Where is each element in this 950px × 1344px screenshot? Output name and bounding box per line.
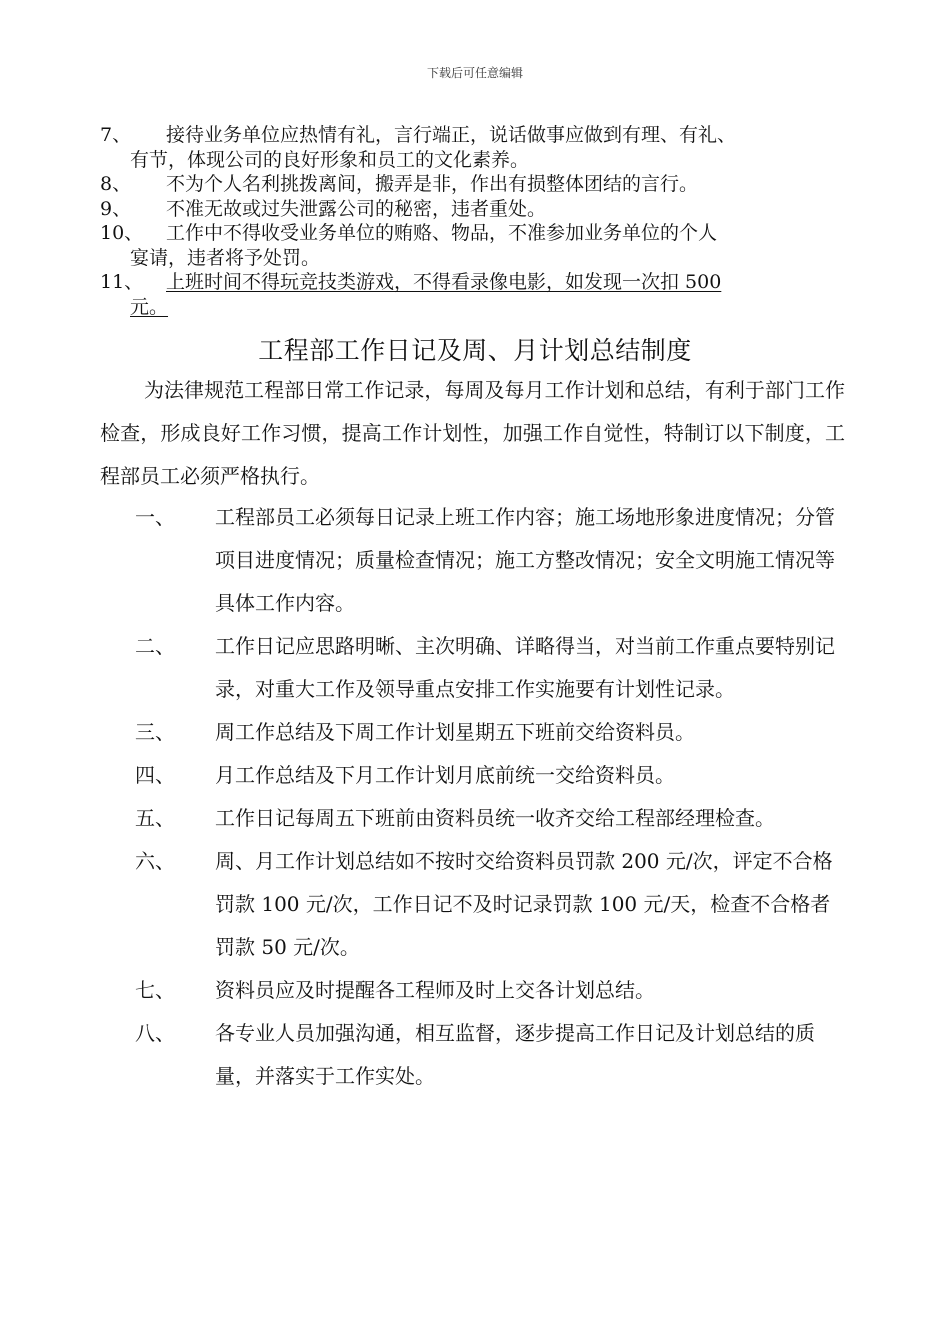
rule-item	[135, 1012, 835, 1098]
item-text-continued: 元。	[130, 295, 169, 318]
rule-text: 工作日记每周五下班前由资料员统一收齐交给工程部经理检查。	[215, 806, 775, 830]
rule-number: 三、	[135, 720, 175, 744]
item-number: 7、	[100, 124, 132, 146]
item-text: 不为个人名利挑拨离间，搬弄是非，作出有损整体团结的言行。	[166, 173, 699, 195]
rule-text: 工程部员工必须每日记录上班工作内容；施工场地形象进度情况；分管项目进度情况；质量检查情况；施工方整改情况；安全文明施工情况等具体工作内容。	[215, 505, 835, 615]
list-item	[100, 221, 845, 270]
item-text: 工作中不得收受业务单位的贿赂、物品，不准参加业务单位的个人	[166, 222, 718, 244]
rule-number: 五、	[135, 806, 175, 830]
rule-number: 二、	[135, 634, 175, 658]
rule-text: 周工作总结及下周工作计划星期五下班前交给资料员。	[215, 720, 695, 744]
rule-number: 六、	[135, 849, 175, 873]
rule-number: 一、	[135, 505, 175, 529]
list-item	[100, 270, 845, 319]
list-item	[100, 197, 845, 222]
intro-paragraph: 为法律规范工程部日常工作记录，每周及每月工作计划和总结，有利于部门工作检查，形成良好工作习惯，提高工作计划性，加强工作自觉性，特制订以下制度，工程部员工必须严格执行。	[100, 378, 845, 488]
item-number: 11、	[100, 271, 144, 293]
rule-text: 周、月工作计划总结如不按时交给资料员罚款 200 元/次，评定不合格罚款 100 元/次，工作日记不及时记录罚款 100 元/天，检查不合格者罚款 50 元/次。	[215, 849, 833, 959]
list-item	[100, 172, 845, 197]
rule-item	[135, 711, 835, 754]
rule-number: 四、	[135, 763, 175, 787]
rule-text: 资料员应及时提醒各工程师及时上交各计划总结。	[215, 978, 655, 1002]
rule-number: 七、	[135, 978, 175, 1002]
top-rule-list	[100, 123, 845, 319]
item-text-continued: 有节，体现公司的良好形象和员工的文化素养。	[130, 148, 530, 171]
item-text: 不准无故或过失泄露公司的秘密，违者重处。	[166, 197, 547, 220]
rule-text: 工作日记应思路明晰、主次明确、详略得当，对当前工作重点要特别记录，对重大工作及领导重点安排工作实施要有计划性记录。	[215, 634, 835, 701]
item-number: 8、	[100, 173, 132, 195]
list-item	[100, 123, 845, 172]
rule-item	[135, 496, 835, 625]
item-number: 10、	[100, 222, 144, 244]
rule-item	[135, 797, 835, 840]
rule-number: 八、	[135, 1021, 175, 1045]
rule-item	[135, 754, 835, 797]
rule-item	[135, 840, 835, 969]
rule-item	[135, 969, 835, 1012]
section-title: 工程部工作日记及周、月计划总结制度	[258, 336, 692, 365]
rule-text: 各专业人员加强沟通，相互监督，逐步提高工作日记及计划总结的质量，并落实于工作实处。	[215, 1021, 815, 1088]
rule-item	[135, 625, 835, 711]
item-number: 9、	[100, 197, 132, 220]
header-note: 下载后可任意编辑	[426, 66, 523, 80]
item-text: 上班时间不得玩竞技类游戏，不得看录像电影，如发现一次扣 500	[166, 271, 722, 293]
item-text: 接待业务单位应热情有礼，言行端正，说话做事应做到有理、有礼、	[166, 124, 737, 146]
rule-list	[135, 496, 835, 1098]
rule-text: 月工作总结及下月工作计划月底前统一交给资料员。	[215, 763, 675, 787]
item-text-continued: 宴请，违者将予处罚。	[130, 246, 321, 269]
